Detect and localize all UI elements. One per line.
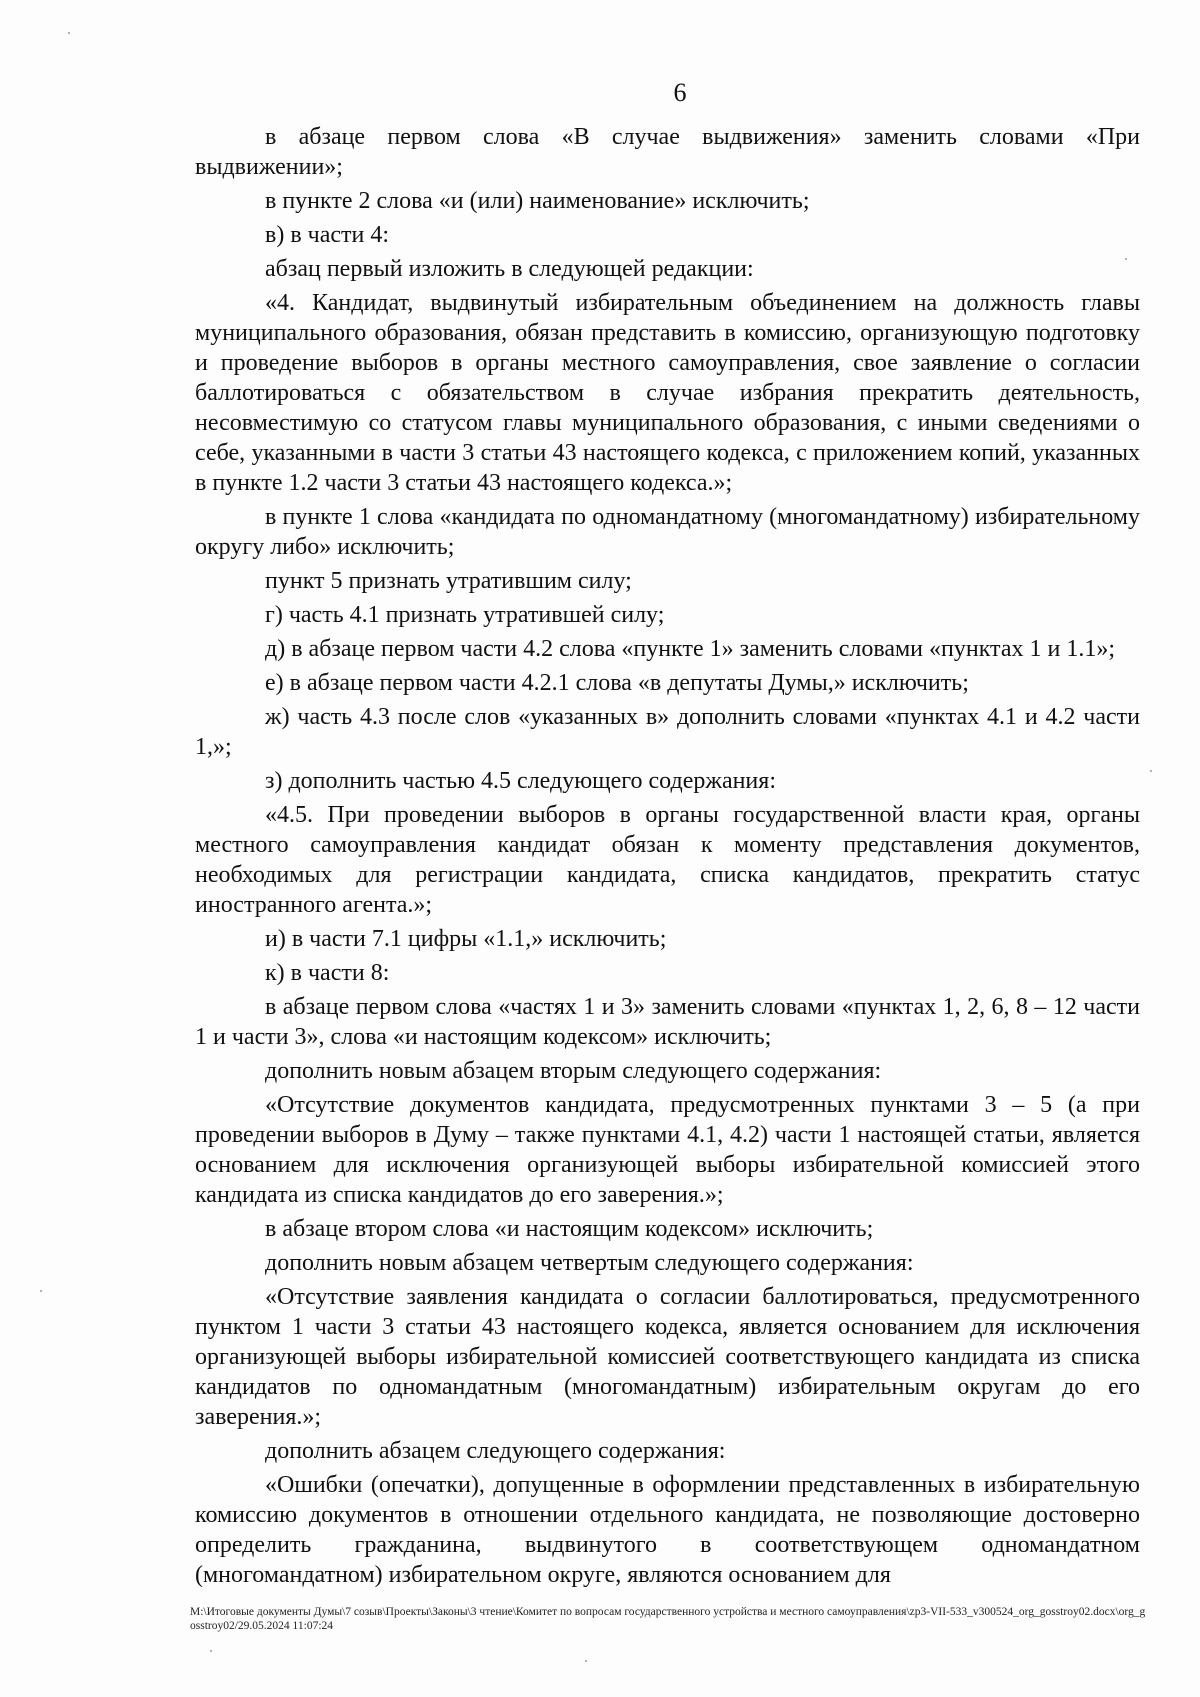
- paragraph: дополнить абзацем следующего содержания:: [265, 1438, 726, 1464]
- scan-speck: [585, 1660, 587, 1662]
- paragraph: г) часть 4.1 признать утратившей силу;: [265, 602, 665, 628]
- paragraph: к) в части 8:: [265, 960, 390, 986]
- page-number: 6: [673, 78, 687, 107]
- paragraph: в абзаце первом слова «частях 1 и 3» заменить словами «пунктах 1, 2, 6, 8 – 12 части 1 и части 3», слова «и настоящим кодексом» исключить;: [195, 994, 1140, 1050]
- file-path-footer: M:\Итоговые документы Думы\7 созыв\Проекты\Законы\3 чтение\Комитет по вопросам государственного устройства и местного самоуправления\zp3-VII-533_v300524_org_gosstroy02.docx\org_gosstroy02/29.05.2024 11:07:24: [190, 1606, 1146, 1632]
- paragraph: в пункте 1 слова «кандидата по одномандатному (многомандатному) избирательному округу либо» исключить;: [195, 504, 1140, 560]
- paragraph: дополнить новым абзацем четвертым следующего содержания:: [265, 1250, 914, 1276]
- paragraph: «4. Кандидат, выдвинутый избирательным объединением на должность главы муниципального образования, обязан представить в комиссию, организующую подготовку и проведение выборов в органы местного самоуправления, свое заявление о согласии баллотироваться с обязательством в случае избрания прекратить деятельность, несовместимую со статусом главы муниципального образования, с иными сведениями о себе, указанными в части 3 статьи 43 настоящего кодекса, с приложением копий, указанных в пункте 1.2 части 3 статьи 43 настоящего кодекса.»;: [195, 290, 1140, 496]
- paragraph: «Ошибки (опечатки), допущенные в оформлении представленных в избирательную комиссию документов в отношении отдельного кандидата, не позволяющие достоверно определить гражданина, выдвинутого в соответствующем одномандатном (многомандатном) избирательном округе, являются основанием для: [195, 1472, 1140, 1588]
- paragraph: в абзаце первом слова «В случае выдвижения» заменить словами «При выдвижении»;: [195, 124, 1140, 180]
- paragraph: пункт 5 признать утратившим силу;: [265, 568, 632, 594]
- paragraph: в абзаце втором слова «и настоящим кодексом» исключить;: [265, 1216, 874, 1242]
- scan-speck: [210, 1650, 212, 1652]
- scan-speck: [1125, 258, 1127, 260]
- paragraph: «Отсутствие документов кандидата, предусмотренных пунктами 3 – 5 (а при проведении выборов в Думу – также пунктами 4.1, 4.2) части 1 настоящей статьи, является основанием для исключения организующей выборы избирательной комиссией этого кандидата из списка кандидатов до его заверения.»;: [195, 1092, 1140, 1208]
- paragraph: з) дополнить частью 4.5 следующего содержания:: [265, 768, 776, 794]
- paragraph: дополнить новым абзацем вторым следующего содержания:: [265, 1058, 882, 1084]
- document-text: [195, 122, 1140, 1594]
- paragraph: е) в абзаце первом части 4.2.1 слова «в депутаты Думы,» исключить;: [265, 670, 969, 696]
- paragraph: в) в части 4:: [265, 222, 390, 248]
- paragraph: ж) часть 4.3 после слов «указанных в» дополнить словами «пунктах 4.1 и 4.2 части 1,»;: [195, 704, 1140, 760]
- paragraph: абзац первый изложить в следующей редакции:: [265, 256, 754, 282]
- paragraph: «Отсутствие заявления кандидата о согласии баллотироваться, предусмотренного пунктом 1 части 3 статьи 43 настоящего кодекса, является основанием для исключения организующей выборы избирательной комиссией соответствующего кандидата из списка кандидатов по одномандатным (многомандатным) избирательным округам до его заверения.»;: [195, 1284, 1140, 1430]
- paragraph: в пункте 2 слова «и (или) наименование» исключить;: [265, 188, 810, 214]
- scan-speck: [40, 1290, 42, 1292]
- paragraph: д) в абзаце первом части 4.2 слова «пункте 1» заменить словами «пунктах 1 и 1.1»;: [265, 636, 1115, 662]
- scan-speck: [1150, 770, 1152, 772]
- scan-speck: [68, 32, 70, 34]
- paragraph: и) в части 7.1 цифры «1.1,» исключить;: [265, 926, 667, 952]
- paragraph: «4.5. При проведении выборов в органы государственной власти края, органы местного самоуправления кандидат обязан к моменту представления документов, необходимых для регистрации кандидата, списка кандидатов, прекратить статус иностранного агента.»;: [195, 802, 1140, 918]
